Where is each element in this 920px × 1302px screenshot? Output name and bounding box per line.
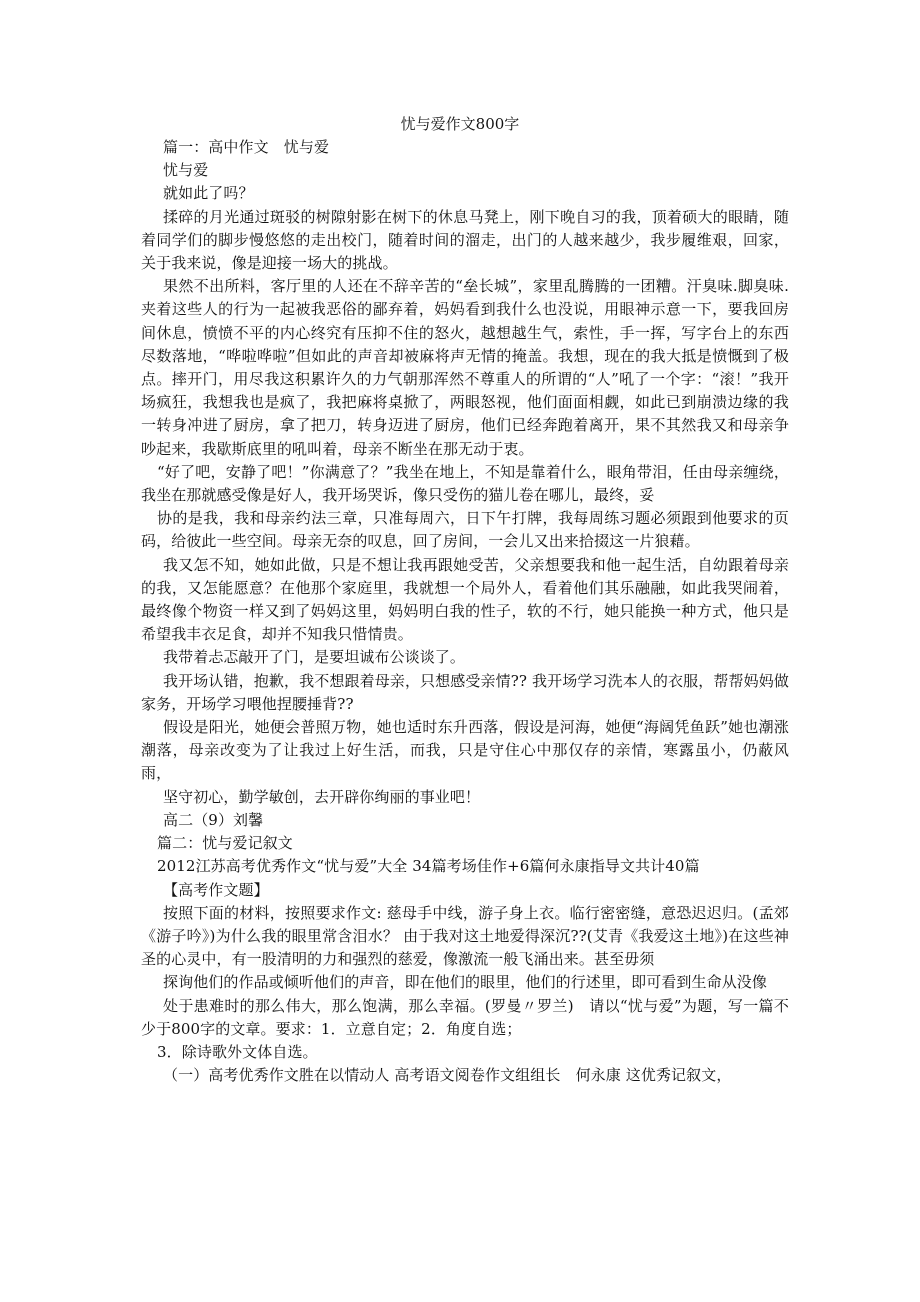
paragraph: 忧与爱: [163, 161, 209, 180]
paragraph: 揉碎的月光通过斑驳的树隙射影在树下的休息马凳上，刚下晚自习的我，顶着硕大的眼睛，随着同学们的脚步慢悠悠的走出校门，随着时间的溜走，出门的人越来越少，我步履维艰，回家，关于我来说，像是迎接一场大的挑战。: [141, 207, 789, 273]
paragraph: 篇一：高中作文 忧与爱: [163, 138, 330, 156]
paragraph: 【高考作文题】: [163, 880, 269, 899]
paragraph: “好了吧，安静了吧！”你满意了？”我坐在地上，不知是靠着什么，眼角带泪，任由母亲缠绕，我坐在那就感受像是好人，我开场哭诉，像只受伤的猫儿卷在哪儿，最终，妥: [141, 462, 789, 505]
document-title: 忧与爱作文800字: [400, 115, 520, 133]
paragraph: 我开场认错，抱歉，我不想跟着母亲，只想感受亲情?? 我开场学习洗本人的衣服，帮帮妈妈做家务，开场学习喂他捏腰捶背??: [141, 671, 789, 713]
paragraph: 就如此了吗？: [163, 184, 254, 203]
paragraph: 我带着忐忑敲开了门，是要坦诚布公谈谈了。: [163, 648, 466, 667]
paragraph: 坚守初心，勤学敏创，去开辟你绚丽的事业吧！: [163, 787, 481, 806]
paragraph: （一）高考优秀作文胜在以情动人 高考语文阅卷作文组组长 何永康 这优秀记叙文，: [163, 1066, 732, 1085]
document-body: [141, 136, 789, 1087]
paragraph: 3．除诗歌外文体自选。: [157, 1042, 318, 1061]
paragraph: 篇二：忧与爱记叙文: [157, 834, 293, 853]
paragraph: 我又怎不知，她如此做，只是不想让我再跟她受苦，父亲想要我和他一起生活，自幼跟着母亲的我，又怎能愿意？在他那个家庭里，我就想一个局外人，看着他们其乐融融，如此我哭闹着，最终像个物资一样又到了妈妈这里，妈妈明白我的性子，软的不行，她只能换一种方式，他只是希望我丰衣足食，却并不知我只惜情贵。: [141, 555, 789, 644]
paragraph: 果然不出所料，客厅里的人还在不辞辛苦的“垒长城”，家里乱腾腾的一团糟。汗臭味.脚臭味.夹着这些人的行为一起被我恶俗的鄙弃着，妈妈看到我什么也没说，用眼神示意一下，要我回房间休息，愤愤不平的内心终究有压抑不住的怒火，越想越生气，索性，手一挥，写字台上的东西尽数落地，“哗啦哗啦”但如此的声音却被麻将声无情的掩盖。我想，现在的我大抵是愤慨到了极点。摔开门，用尽我这积累许久的力气朝那浑然不尊重人的所谓的“人”吼了一个字：“滚！”我开场疯狂，我想我也是疯了，我把麻将桌掀了，两眼怒视，他们面面相觑，如此已到崩溃边缘的我一转身冲进了厨房，拿了把刀，转身迈进了厨房，他们已经奔跑着离开，果不其然我又和母亲争吵起来，我歇斯底里的吼叫着，母亲不断坐在那无动于衷。: [141, 277, 789, 458]
paragraph: 假设是阳光，她便会普照万物，她也适时东升西落，假设是河海，她便“海阔凭鱼跃”她也潮涨潮落，母亲改变为了让我过上好生活，而我，只是守住心中那仅存的亲情，寒露虽小，仍蔽风雨，: [141, 718, 789, 783]
paragraph: 高二（9）刘馨: [163, 810, 264, 829]
paragraph: 处于患难时的那么伟大，那么饱满，那么幸福。(罗曼〃罗兰) 请以“忧与爱”为题，写一篇不少于800字的文章。要求：1．立意自定；2．角度自选；: [141, 996, 789, 1038]
paragraph: 协的是我，我和母亲约法三章，只准每周六，日下午打牌，我每周练习题必须跟到他要求的页码，给彼此一些空间。母亲无奈的叹息，回了房间，一会儿又出来拾掇这一片狼藉。: [141, 509, 789, 551]
paragraph: 按照下面的材料，按照要求作文: 慈母手中线，游子身上衣。临行密密缝，意恐迟迟归。(孟郊《游子吟》)为什么我的眼里常含泪水？ 由于我对这土地爱得深沉??(艾青《我爱这土地》)在这些神圣的心灵中，有一股清明的力和强烈的慈爱，像激流一般飞涌出来。甚至毋须: [141, 903, 789, 969]
paragraph: 探询他们的作品或倾听他们的声音，即在他们的眼里，他们的行述里，即可看到生命从没像: [163, 973, 768, 992]
paragraph: 2012江苏高考优秀作文“忧与爱”大全 34篇考场佳作+6篇何永康指导文共计40篇: [157, 857, 700, 876]
